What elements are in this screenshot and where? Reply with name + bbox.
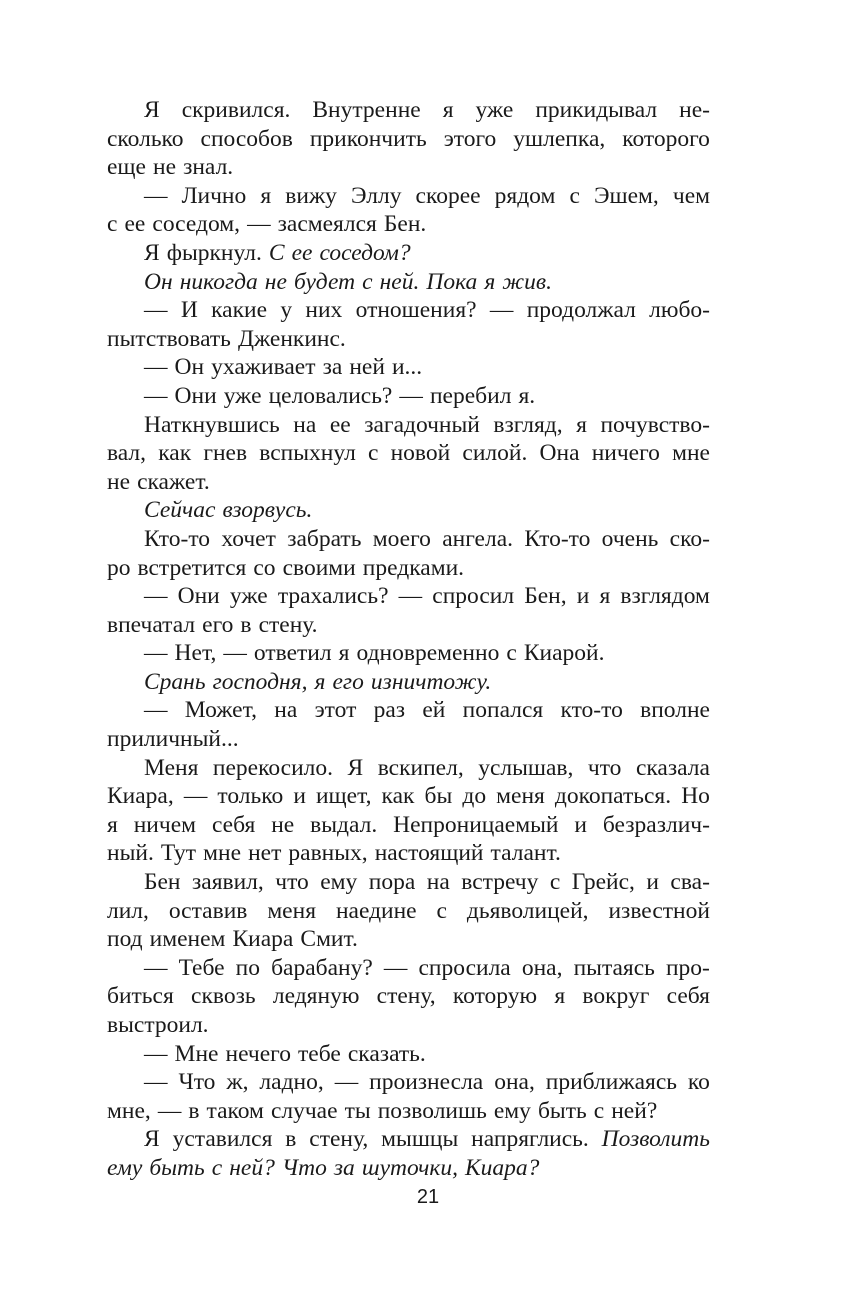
- word: за: [322, 354, 343, 381]
- text-line: [107, 782, 710, 811]
- word: я: [599, 583, 611, 610]
- text-line: [107, 754, 710, 783]
- word: очень: [601, 525, 659, 552]
- word: ее: [329, 411, 351, 438]
- word: что: [275, 869, 309, 896]
- word: скривился.: [181, 97, 291, 123]
- word: —: [144, 182, 168, 209]
- word: по: [235, 954, 260, 981]
- word: уже: [229, 583, 268, 610]
- word: Наткнувшись: [144, 411, 280, 438]
- word: вспыхнул: [259, 440, 356, 467]
- word: сказала: [635, 754, 710, 781]
- word: уже: [223, 382, 262, 409]
- word: себя: [666, 983, 710, 1010]
- word: услышав,: [478, 754, 574, 781]
- word: любо-: [649, 297, 710, 324]
- word: —: [223, 640, 247, 667]
- italic-word: его: [332, 668, 364, 695]
- word: уставился: [172, 1126, 273, 1153]
- word: нет: [248, 840, 282, 867]
- word: —: [144, 354, 168, 381]
- word: засмеялся: [277, 211, 377, 238]
- word: сколько: [107, 125, 184, 152]
- text-line: [107, 925, 710, 954]
- word: оставив: [168, 897, 248, 924]
- text-line: [107, 125, 710, 154]
- word: новой: [390, 440, 451, 467]
- word: загадочный: [364, 411, 480, 438]
- word: Нет,: [174, 640, 217, 667]
- word: вокруг: [582, 983, 650, 1010]
- word: перебил: [429, 382, 512, 409]
- word: способов: [200, 125, 293, 152]
- italic-word: не: [264, 268, 287, 295]
- text-line: [107, 268, 710, 297]
- word: ный.: [107, 840, 154, 867]
- word: как: [381, 783, 415, 810]
- word: наедине: [335, 897, 417, 924]
- italic-word: ней.: [379, 268, 420, 295]
- word: что: [587, 754, 622, 781]
- text-line: [107, 325, 710, 354]
- text-line: [107, 1040, 710, 1069]
- word: с: [569, 182, 580, 209]
- word: стену,: [309, 1126, 369, 1153]
- word: тебе: [298, 1040, 341, 1067]
- italic-word: С: [268, 239, 285, 266]
- word: я: [107, 811, 118, 838]
- italic-word: Он: [144, 268, 173, 295]
- word: дьяволицей,: [466, 897, 589, 924]
- word: и: [646, 869, 659, 896]
- word: —: [157, 1097, 182, 1124]
- word: известной: [608, 897, 710, 924]
- italic-word: ему: [107, 1154, 143, 1181]
- word: и: [574, 811, 587, 838]
- word: на: [274, 697, 298, 724]
- word: —: [489, 297, 514, 324]
- word: ему: [493, 1097, 531, 1124]
- text-line: [107, 725, 710, 754]
- word: позволишь: [377, 1097, 487, 1124]
- word: с: [436, 897, 447, 924]
- word: скажет.: [137, 468, 210, 495]
- word: я.: [518, 382, 536, 409]
- word: биться: [107, 983, 174, 1010]
- word: Лично: [181, 182, 247, 209]
- word: вижу: [285, 182, 337, 209]
- word: Я: [144, 239, 160, 266]
- word: Киара: [232, 926, 294, 953]
- word: —: [247, 211, 271, 238]
- text-line: [107, 182, 710, 211]
- word: в: [188, 1097, 200, 1124]
- word: встретится: [137, 554, 247, 581]
- word: приличный...: [107, 726, 239, 753]
- word: спросил: [432, 583, 515, 610]
- word: я: [442, 97, 454, 123]
- word: пора: [368, 869, 416, 896]
- word: отношения?: [355, 297, 477, 324]
- text-line: [107, 696, 710, 725]
- text-line: [107, 611, 710, 640]
- word: с: [549, 869, 561, 896]
- text-line: [107, 411, 710, 440]
- word: ее: [124, 211, 146, 238]
- word: она,: [521, 954, 563, 981]
- word: лил,: [107, 897, 149, 924]
- word: кто-то: [560, 697, 623, 724]
- word: сказать.: [347, 1040, 426, 1067]
- word: Я: [144, 1126, 160, 1153]
- word: Но: [681, 783, 710, 810]
- word: безразлич-: [602, 811, 710, 838]
- word: ско-: [669, 525, 710, 552]
- word: про-: [665, 954, 710, 981]
- word: какие: [211, 297, 268, 324]
- word: равных,: [288, 840, 368, 867]
- word: не: [107, 468, 131, 495]
- word: на: [293, 411, 317, 438]
- word: прикидывал: [535, 97, 658, 123]
- word: впечатал: [107, 611, 196, 638]
- word: вскипел,: [377, 754, 464, 781]
- text-line: [107, 1011, 710, 1040]
- word: таком: [206, 1097, 264, 1124]
- page-number: 21: [416, 1186, 440, 1208]
- italic-word: Срань: [144, 668, 206, 695]
- text-line: [107, 582, 710, 611]
- word: у: [280, 297, 293, 324]
- word: настоящий: [374, 840, 484, 867]
- word: —: [399, 382, 423, 409]
- word: уже: [475, 97, 514, 123]
- word: —: [144, 954, 168, 981]
- text-line: [107, 439, 710, 468]
- word: Тут: [160, 840, 197, 867]
- word: ней: [349, 354, 385, 381]
- word: мне,: [107, 1097, 151, 1124]
- text-line: [107, 1068, 710, 1097]
- word: на: [426, 869, 450, 896]
- word: Непроницаемый: [393, 811, 559, 838]
- word: и: [293, 783, 306, 810]
- word: этого: [443, 125, 497, 152]
- word: в: [240, 611, 252, 638]
- word: вал,: [107, 440, 147, 467]
- word: —: [144, 297, 168, 324]
- word: еще: [107, 154, 146, 181]
- italic-word: Сейчас: [144, 497, 216, 524]
- word: своими: [282, 554, 356, 581]
- word: случае: [270, 1097, 338, 1124]
- text-line: [107, 468, 710, 497]
- word: —: [383, 954, 408, 981]
- word: Киарой.: [523, 640, 605, 667]
- word: взгляд,: [493, 411, 563, 438]
- text-line: [107, 96, 710, 125]
- word: знал.: [183, 154, 234, 181]
- word: —: [144, 1040, 168, 1067]
- text-line: [107, 868, 710, 897]
- word: именем: [149, 926, 226, 953]
- word: трахались?: [277, 583, 389, 610]
- word: чем: [672, 182, 710, 209]
- word: почувство-: [600, 411, 710, 438]
- word: силой.: [462, 440, 528, 467]
- word: моего: [372, 525, 431, 552]
- word: только: [217, 783, 284, 810]
- text-line: [107, 1125, 710, 1154]
- word: одновременно: [356, 640, 500, 667]
- word: быть: [537, 1097, 587, 1124]
- italic-word: за: [333, 1154, 355, 1181]
- word: бы: [424, 783, 453, 810]
- word: гнев: [203, 440, 248, 467]
- word: взглядом: [620, 583, 710, 610]
- word: Дженкинс.: [237, 325, 346, 352]
- word: перекосило.: [212, 754, 334, 781]
- word: под: [107, 926, 143, 953]
- word: ему: [320, 869, 358, 896]
- word: докопаться.: [554, 783, 672, 810]
- word: продолжал: [526, 297, 636, 324]
- word: Мне: [174, 1040, 219, 1067]
- italic-word: я: [484, 268, 496, 295]
- italic-word: шуточки,: [361, 1154, 458, 1181]
- word: сва-: [670, 869, 710, 896]
- word: —: [144, 697, 168, 724]
- word: этот: [314, 697, 357, 724]
- word: его: [202, 611, 234, 638]
- text-line: [107, 811, 710, 840]
- text-line: [107, 153, 710, 182]
- word: ищет,: [315, 783, 372, 810]
- word: ангела.: [442, 525, 514, 552]
- italic-word: господня,: [212, 668, 308, 695]
- word: не: [153, 154, 177, 181]
- word: Киара,: [107, 783, 174, 810]
- word: вполне: [640, 697, 710, 724]
- italic-word: никогда: [179, 268, 258, 295]
- word: не: [271, 811, 295, 838]
- word: Тебе: [178, 954, 225, 981]
- word: с: [367, 440, 379, 467]
- word: я: [260, 182, 272, 209]
- word: Я: [347, 754, 364, 781]
- italic-word: Пока: [426, 268, 478, 295]
- italic-word: я: [314, 668, 326, 695]
- word: раз: [373, 697, 406, 724]
- word: Грейс,: [571, 869, 635, 896]
- word: как: [158, 440, 192, 467]
- word: ухаживает: [211, 354, 316, 381]
- word: Он: [174, 354, 205, 381]
- word: ко: [687, 1069, 710, 1096]
- word: я: [554, 983, 566, 1010]
- text-line: [107, 1097, 710, 1126]
- word: ушлепка,: [513, 125, 606, 152]
- text-line: [107, 954, 710, 983]
- text-line: [107, 639, 710, 668]
- word: с: [107, 211, 118, 238]
- word: которого: [622, 125, 710, 152]
- word: пытствовать: [107, 325, 231, 352]
- word: мне: [203, 840, 242, 867]
- word: которую: [452, 983, 538, 1010]
- word: и: [576, 583, 590, 610]
- word: она,: [494, 1069, 535, 1096]
- word: Они: [177, 583, 220, 610]
- italic-word: взорвусь.: [222, 497, 313, 524]
- italic-word: изничтожу.: [370, 668, 492, 695]
- word: —: [144, 583, 168, 610]
- word: выстроил.: [107, 1012, 209, 1038]
- word: попался: [462, 697, 544, 724]
- word: них: [305, 297, 343, 324]
- word: прикончить: [309, 125, 427, 152]
- word: ты: [344, 1097, 371, 1124]
- word: —: [144, 382, 168, 409]
- text-line: [107, 496, 710, 525]
- word: талант.: [490, 840, 561, 867]
- word: спросила: [418, 954, 511, 981]
- word: до: [462, 783, 487, 810]
- italic-word: ее: [291, 239, 313, 266]
- word: забрать: [287, 525, 362, 552]
- italic-word: ней?: [229, 1154, 275, 1181]
- word: ж,: [226, 1069, 249, 1096]
- word: с: [593, 1097, 605, 1124]
- word: меня: [267, 897, 316, 924]
- text-line: [107, 982, 710, 1011]
- word: —: [144, 640, 168, 667]
- word: —: [183, 783, 208, 810]
- word: ладно,: [259, 1069, 324, 1096]
- word: я: [338, 640, 350, 667]
- word: целовались?: [268, 382, 393, 409]
- text-line: [107, 525, 710, 554]
- word: Эллу: [351, 182, 402, 209]
- word: сквозь: [191, 983, 256, 1010]
- word: в: [285, 1126, 297, 1153]
- word: Бен,: [524, 583, 567, 610]
- word: рядом: [494, 182, 556, 209]
- word: Что: [178, 1069, 216, 1096]
- word: барабану?: [271, 954, 373, 981]
- word: Они: [174, 382, 217, 409]
- word: фыркнул.: [166, 239, 262, 266]
- italic-word: Позволить: [601, 1126, 710, 1153]
- word: Я: [144, 97, 160, 123]
- word: ней?: [611, 1097, 658, 1124]
- word: скорее: [415, 182, 481, 209]
- word: с: [506, 640, 517, 667]
- text-line: [107, 554, 710, 583]
- italic-word: Киара?: [465, 1154, 540, 1181]
- word: меня: [496, 783, 545, 810]
- italic-word: с: [211, 1154, 223, 1181]
- text-line: [107, 353, 710, 382]
- word: —: [334, 1069, 359, 1096]
- italic-word: с: [362, 268, 373, 295]
- word: Эшем,: [593, 182, 659, 209]
- text-line: [107, 210, 710, 239]
- word: и...: [391, 354, 423, 381]
- word: ответил: [253, 640, 332, 667]
- word: ничего: [591, 440, 660, 467]
- word: Может,: [184, 697, 257, 724]
- word: соседом,: [152, 211, 241, 238]
- word: ей: [422, 697, 446, 724]
- italic-word: соседом?: [319, 239, 411, 266]
- word: не-: [679, 97, 710, 123]
- text-line: [107, 897, 710, 926]
- word: заявил,: [191, 869, 264, 896]
- word: Она: [539, 440, 580, 467]
- word: предками.: [362, 554, 465, 581]
- word: стену,: [376, 983, 436, 1010]
- word: мышцы: [381, 1126, 459, 1153]
- text-line: [107, 382, 710, 411]
- word: Смит.: [300, 926, 358, 953]
- word: напряглись.: [471, 1126, 589, 1153]
- italic-word: будет: [293, 268, 356, 295]
- text-line: [107, 839, 710, 868]
- word: Бен: [144, 869, 181, 896]
- word: И: [180, 297, 198, 324]
- text-line: [107, 296, 710, 325]
- word: ничем: [133, 811, 197, 838]
- word: со: [253, 554, 276, 581]
- word: —: [144, 1069, 168, 1096]
- italic-word: жив.: [502, 268, 552, 295]
- word: ро: [107, 554, 131, 581]
- text-line: [107, 239, 710, 268]
- word: приближаясь: [545, 1069, 677, 1096]
- italic-word: Что: [281, 1154, 327, 1181]
- word: —: [398, 583, 423, 610]
- word: Внутренне: [312, 97, 421, 123]
- word: стену.: [258, 611, 318, 638]
- word: Меня: [144, 754, 199, 781]
- word: себя: [211, 811, 256, 838]
- word: ледяную: [272, 983, 360, 1010]
- word: выдал.: [310, 811, 378, 838]
- word: Кто-то: [144, 525, 211, 552]
- page-body-text: [107, 96, 710, 1183]
- italic-word: быть: [149, 1154, 205, 1181]
- word: Бен.: [383, 211, 427, 238]
- text-line: [107, 668, 710, 697]
- word: пытаясь: [573, 954, 655, 981]
- word: мне: [672, 440, 710, 467]
- word: хочет: [221, 525, 276, 552]
- word: Кто-то: [524, 525, 591, 552]
- word: я: [576, 411, 587, 438]
- word: встречу: [461, 869, 539, 896]
- word: нечего: [225, 1040, 291, 1067]
- word: произнесла: [369, 1069, 484, 1096]
- text-line: [107, 1154, 710, 1183]
